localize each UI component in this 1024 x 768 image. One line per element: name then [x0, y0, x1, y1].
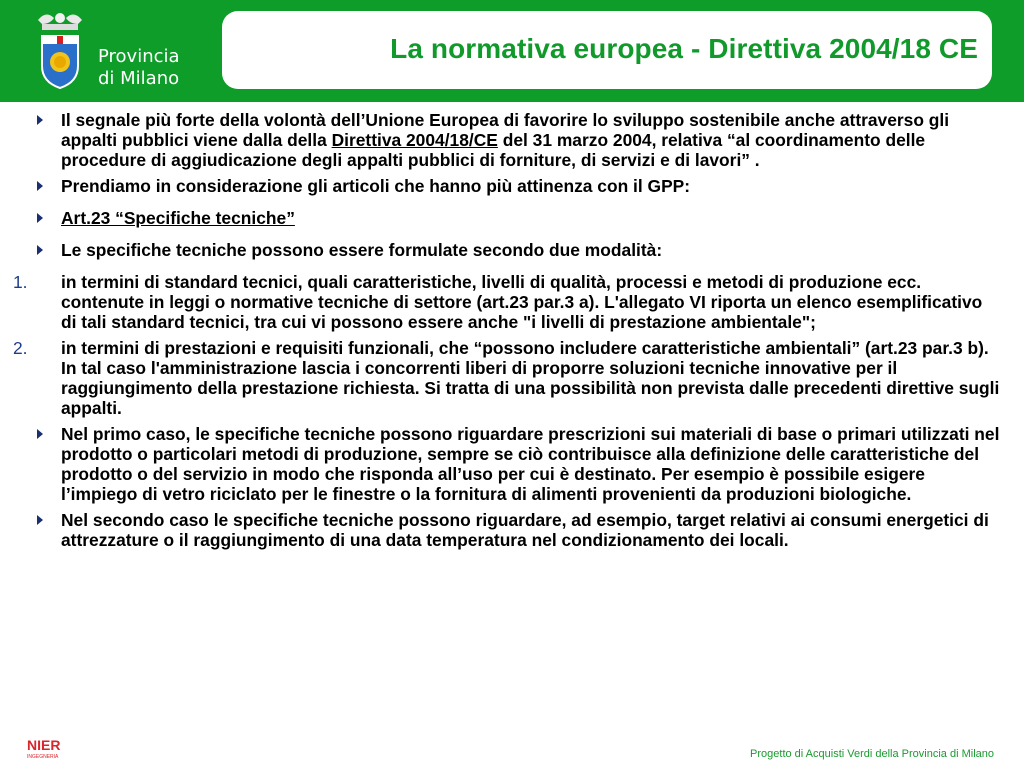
bullet-icon: [37, 213, 43, 223]
item-text: Nel secondo caso le specifiche tecniche possono riguardare, ad esempio, target relativi ai consumi energetici di attrezzature o il raggiungimento di una data temperatura nel condizionamento dei locali.: [61, 510, 989, 550]
header-bar: [0, 0, 1024, 102]
bullet-icon: [37, 245, 43, 255]
list-item: [0, 208, 1000, 228]
item-text: del 31 marzo 2004, relativa “al coordinamento delle procedure di aggiudicazione degli appalti pubblici di forniture, di servizi e di lavori” .: [61, 130, 926, 170]
list-item: [0, 240, 1000, 260]
item-number: 1.: [13, 272, 28, 292]
bullet-icon: [37, 115, 43, 125]
bullet-icon: [37, 515, 43, 525]
bullet-icon: [37, 181, 43, 191]
slide-body: [0, 110, 1000, 550]
logo-text: [98, 46, 180, 90]
list-item: [0, 338, 1000, 418]
nier-logo-text: NIER: [27, 737, 61, 753]
provincia-crest-icon: [32, 10, 88, 90]
footer-text: Progetto di Acquisti Verdi della Provincia di Milano: [750, 748, 994, 760]
list-item: [0, 510, 1000, 550]
bullet-icon: [37, 429, 43, 439]
directive-link: Direttiva 2004/18/CE: [331, 130, 498, 150]
nier-logo-icon: [25, 736, 65, 762]
list-item: [0, 176, 1000, 196]
item-text: Nel primo caso, le specifiche tecniche possono riguardare prescrizioni sui materiali di base o primari utilizzati nel prodotto o particolari metodi di produzione, sempre se ciò contribuisce alla definizione delle caratteristiche del prodotto o del servizio in modo che risponda all’uso per cui è destinato. Per esempio è possibile esigere l’impiego di vetro riciclato per le finestre o la fornitura di alimenti provenienti da produzioni biologiche.: [61, 424, 1000, 504]
item-text: Le specifiche tecniche possono essere formulate secondo due modalità:: [61, 240, 663, 260]
page-title: La normativa europea - Direttiva 2004/18 CE: [390, 33, 978, 64]
provincia-logo: [22, 10, 202, 94]
title-box: [222, 11, 992, 89]
item-text: in termini di prestazioni e requisiti funzionali, che “possono includere caratteristiche ambientali” (art.23 par.3 b). In tal caso l'amministrazione lascia i concorrenti liberi di proporre soluzioni tecniche innovative per il raggiungimento della prestazione richiesta. Si tratta di una possibilità non prevista dalle precedenti direttive sugli appalti.: [61, 338, 1000, 418]
item-text: Art.23 “Specifiche tecniche”: [61, 208, 295, 228]
item-number: 2.: [13, 338, 28, 358]
list-item: [0, 110, 1000, 170]
logo-line1: Provincia: [98, 46, 180, 67]
logo-line2: di Milano: [98, 68, 180, 89]
item-text: in termini di standard tecnici, quali caratteristiche, livelli di qualità, processi e metodi di produzione ecc. contenute in leggi o normative tecniche di settore (art.23 par.3 a). L'allegato VI riporta un elenco esemplificativo di tali standard tecnici, tra cui vi possono essere anche "i livelli di prestazione ambientale";: [61, 272, 983, 332]
item-text: Il segnale più forte della volontà dell’Unione Europea di favorire lo sviluppo sostenibile anche attraverso gli appalti pubblici viene dalla della: [61, 110, 950, 150]
list-item: [0, 424, 1000, 504]
list-item: [0, 272, 1000, 332]
nier-logo-subtext: INGEGNERIA: [27, 754, 59, 760]
item-text: Prendiamo in considerazione gli articoli che hanno più attinenza con il GPP:: [61, 176, 691, 196]
